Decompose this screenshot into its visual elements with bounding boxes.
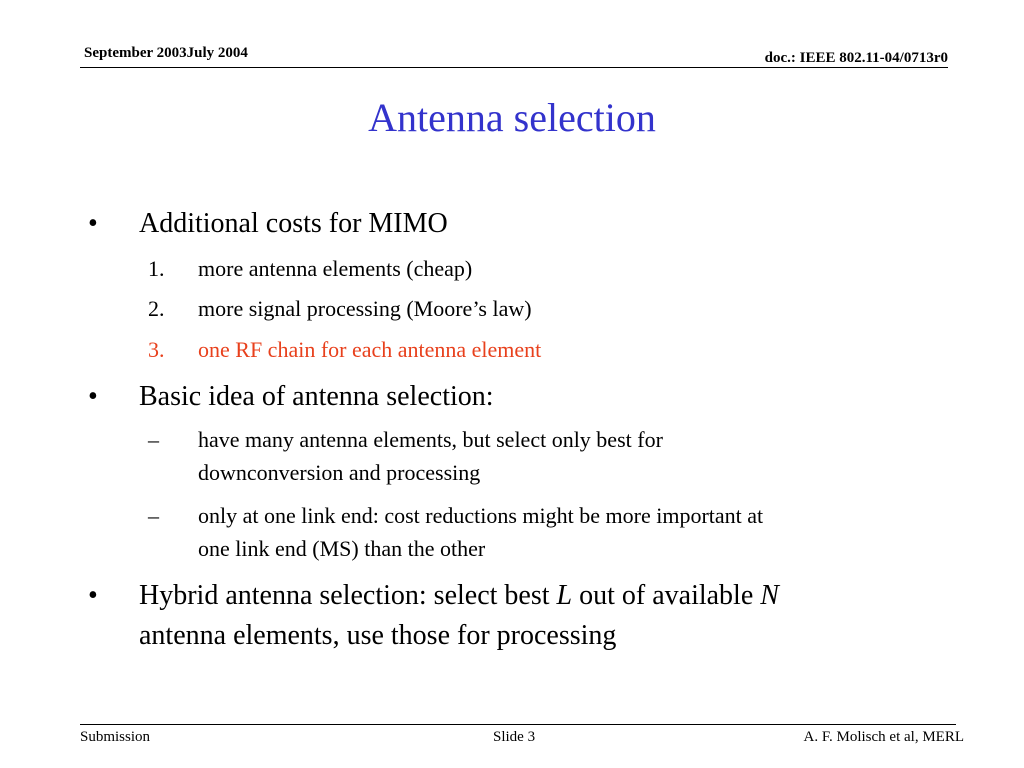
header-date: September 2003July 2004: [84, 45, 248, 61]
bullet-3-text-b: out of available: [572, 580, 761, 611]
dash-marker: –: [148, 427, 159, 452]
sub-bullet-1-line-1: have many antenna elements, but select only best for: [198, 427, 663, 452]
bullet-marker: •: [88, 580, 98, 611]
list-item-2: more signal processing (Moore’s law): [198, 296, 532, 321]
list-number-highlight: 3.: [148, 337, 165, 362]
bullet-3-text-a: Hybrid antenna selection: select best: [139, 580, 557, 611]
bullet-marker: •: [88, 208, 98, 239]
bullet-3-line-1: [139, 580, 779, 612]
bullet-2-text: Basic idea of antenna selection:: [139, 381, 494, 412]
list-number: 2.: [148, 296, 165, 321]
sub-bullet-1-line-2: downconversion and processing: [198, 460, 481, 485]
list-number: 1.: [148, 256, 165, 281]
slide-title: Antenna selection: [368, 95, 656, 140]
header-doc-id: doc.: IEEE 802.11-04/0713r0: [764, 50, 948, 66]
sub-bullet-2-line-2: one link end (MS) than the other: [198, 536, 486, 561]
footer-submission: Submission: [80, 729, 151, 745]
bullet-marker: •: [88, 381, 98, 412]
sub-bullet-2-line-1: only at one link end: cost reductions might be more important at: [198, 503, 764, 528]
variable-l: L: [556, 580, 573, 611]
bullet-1-text: Additional costs for MIMO: [139, 208, 448, 239]
list-item-3-highlight: one RF chain for each antenna element: [198, 337, 542, 362]
footer-authors: A. F. Molisch et al, MERL: [803, 729, 964, 745]
list-item-1: more antenna elements (cheap): [198, 256, 473, 281]
dash-marker: –: [148, 503, 159, 528]
footer-slide-number: Slide 3: [493, 729, 536, 745]
variable-n: N: [760, 580, 779, 611]
footer-divider: [80, 724, 956, 725]
bullet-3-line-2: antenna elements, use those for processing: [139, 620, 617, 651]
